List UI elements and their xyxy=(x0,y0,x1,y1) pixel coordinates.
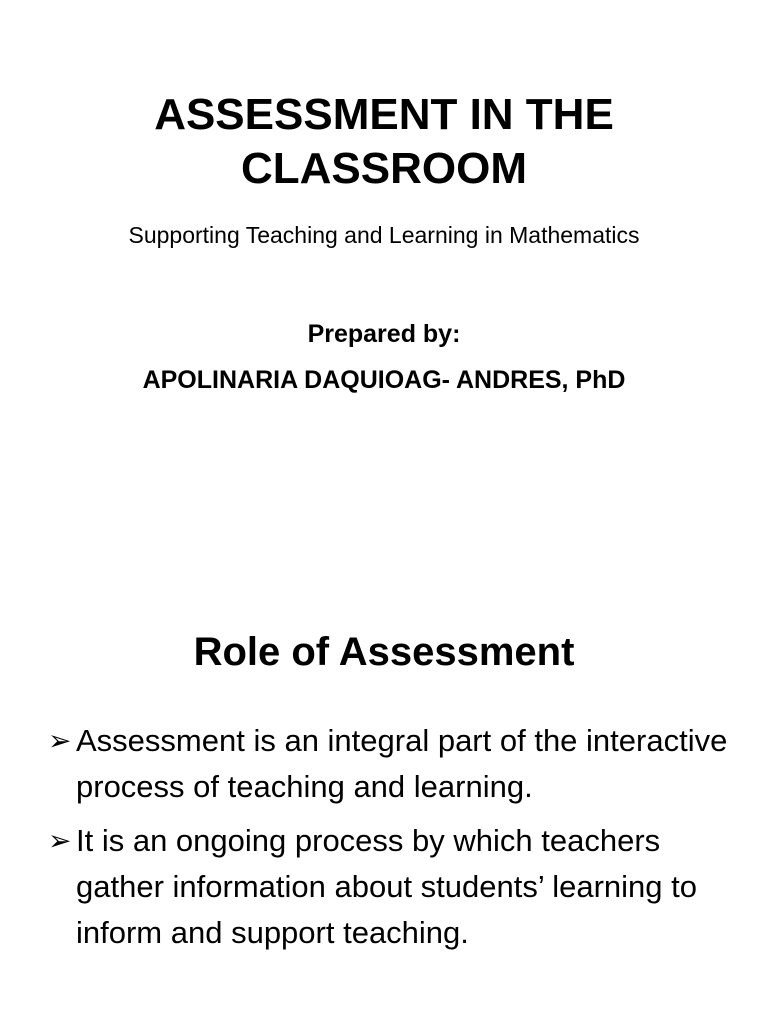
arrowhead-bullet-icon: ➢ xyxy=(48,825,72,856)
bullet-list xyxy=(48,718,738,964)
arrowhead-bullet-icon: ➢ xyxy=(48,725,72,756)
slide-title: ASSESSMENT IN THE CLASSROOM xyxy=(154,90,614,193)
author-name: APOLINARIA DAQUIOAG- ANDRES, PhD xyxy=(142,366,626,394)
slide-title: Role of Assessment xyxy=(193,630,575,674)
bullet-item xyxy=(48,818,738,956)
content-slide xyxy=(0,512,768,1024)
prepared-by-label: Prepared by: xyxy=(307,320,461,348)
slide-subtitle: Supporting Teaching and Learning in Mathematics xyxy=(128,222,640,248)
bullet-text: Assessment is an integral part of the interactive process of teaching and learning. xyxy=(76,723,728,804)
bullet-text: It is an ongoing process by which teachers gather information about students’ learning to inform and support teaching. xyxy=(76,823,697,950)
bullet-item xyxy=(48,718,738,810)
